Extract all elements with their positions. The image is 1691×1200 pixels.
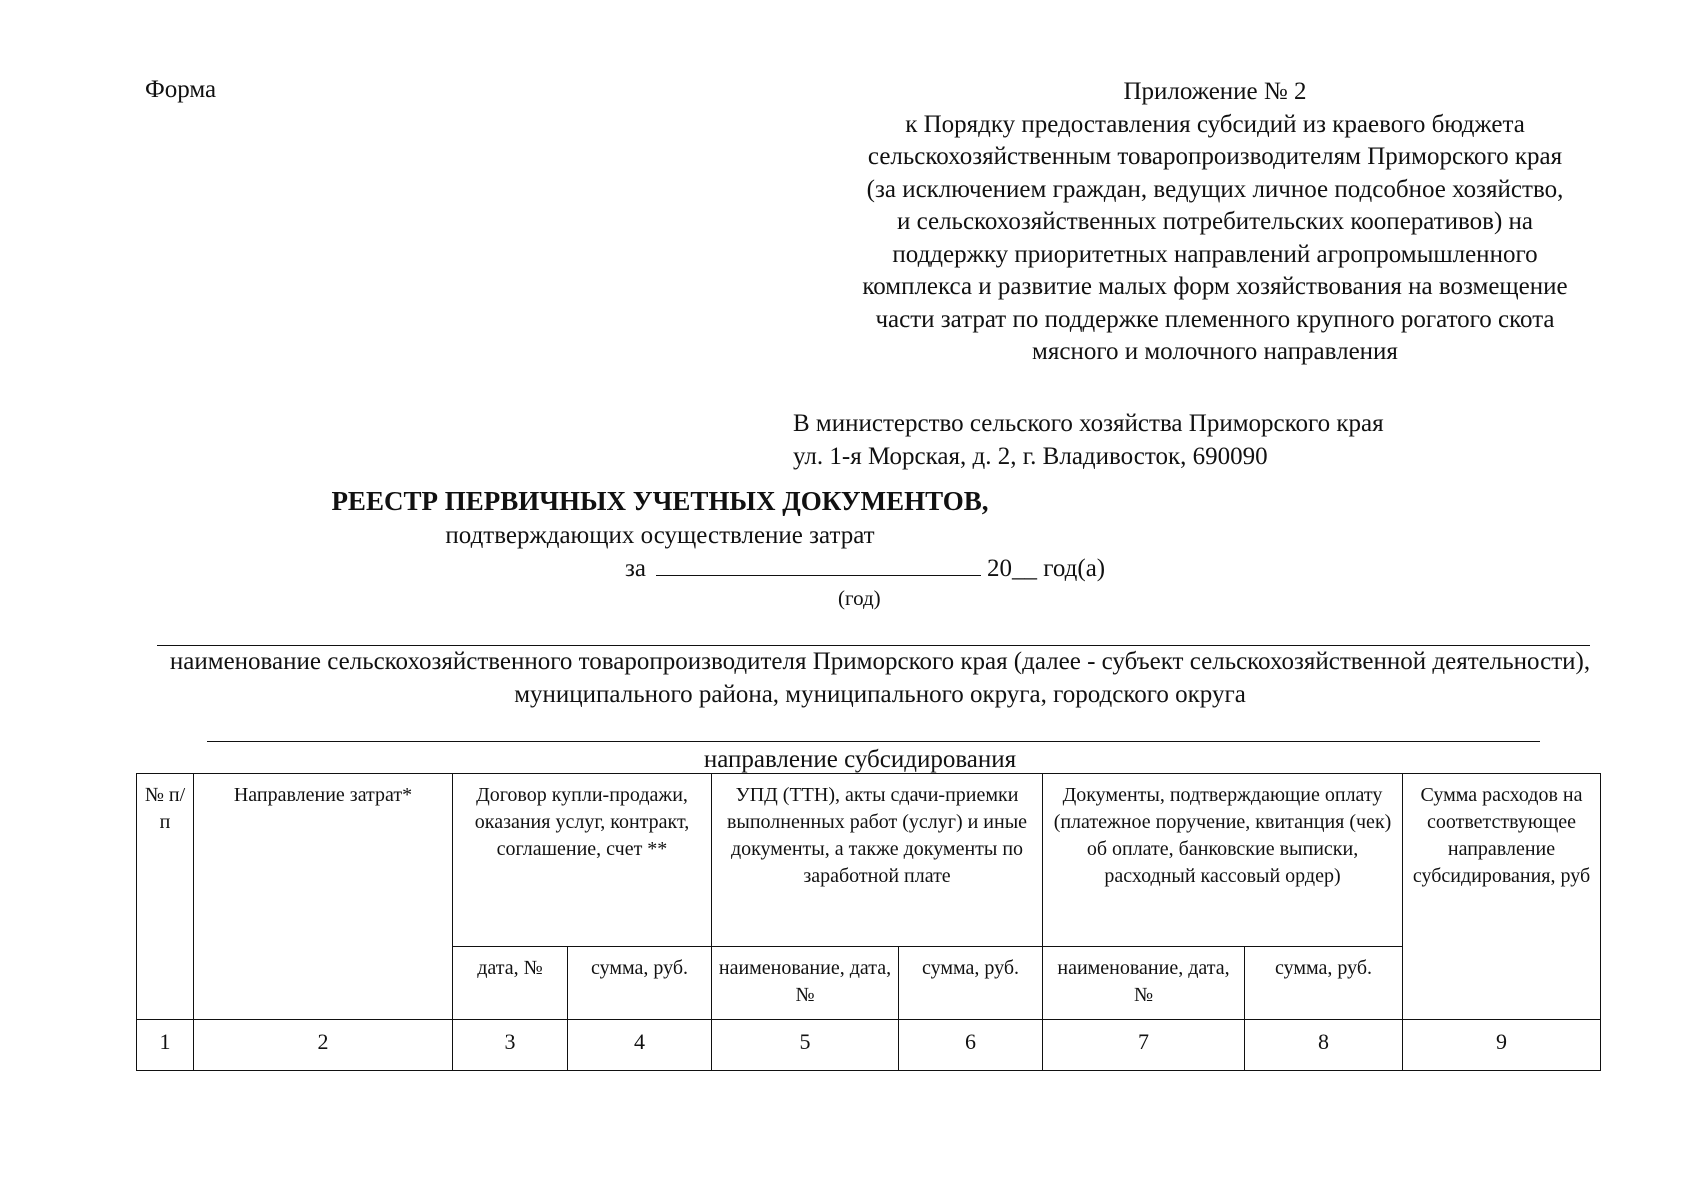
column-number: 3 bbox=[453, 1020, 568, 1071]
subheader-upd-name: наименование, дата, № bbox=[712, 947, 899, 1020]
registry-subtitle: подтверждающих осуществление затрат bbox=[445, 522, 875, 549]
form-label: Форма bbox=[145, 76, 217, 103]
header-upd: УПД (ТТН), акты сдачи-приемки выполненных работ (услуг) и иные документы, а также документы по заработной плате bbox=[712, 774, 1043, 947]
column-number: 6 bbox=[899, 1020, 1043, 1071]
header-payment: Документы, подтверждающие оплату (платежное поручение, квитанция (чек) об оплате, банковские выписки, расходный кассовый ордер) bbox=[1043, 774, 1403, 947]
header-sum-total: Сумма расходов на соответствующее направление субсидирования, руб bbox=[1403, 774, 1601, 1020]
period-year: 20__ год(а) bbox=[986, 555, 1106, 582]
subheader-contract-date: дата, № bbox=[453, 947, 568, 1020]
registry-table bbox=[136, 773, 1601, 1071]
appendix-line: (за исключением граждан, ведущих личное подсобное хозяйство, bbox=[866, 175, 1564, 203]
producer-caption: наименование сельскохозяйственного товаропроизводителя Приморского края (далее - субъект сельскохозяйственной деятельности), муниципального района, муниципального округа, городского округа bbox=[169, 648, 1591, 708]
appendix-line: Приложение № 2 bbox=[1123, 78, 1307, 105]
column-number: 1 bbox=[137, 1020, 194, 1071]
subheader-payment-sum: сумма, руб. bbox=[1245, 947, 1403, 1020]
appendix-line: и сельскохозяйственных потребительских кооперативов) на bbox=[896, 208, 1534, 235]
appendix-line: мясного и молочного направления bbox=[1032, 338, 1398, 365]
column-number-row bbox=[137, 1020, 1601, 1071]
appendix-line: части затрат по поддержке племенного крупного рогатого скота bbox=[875, 305, 1555, 333]
table-header-row bbox=[137, 774, 1601, 947]
column-number: 9 bbox=[1403, 1020, 1601, 1071]
registry-title: РЕЕСТР ПЕРВИЧНЫХ УЧЕТНЫХ ДОКУМЕНТОВ, bbox=[331, 486, 989, 516]
subheader-payment-name: наименование, дата, № bbox=[1043, 947, 1245, 1020]
column-number: 4 bbox=[568, 1020, 712, 1071]
column-number: 8 bbox=[1245, 1020, 1403, 1071]
header-direction: Направление затрат* bbox=[194, 774, 453, 1020]
appendix-line: к Порядку предоставления субсидий из краевого бюджета bbox=[905, 110, 1525, 138]
column-number: 7 bbox=[1043, 1020, 1245, 1071]
addressee-block bbox=[793, 407, 1384, 473]
subheader-upd-sum: сумма, руб. bbox=[899, 947, 1043, 1020]
appendix-line: сельскохозяйственным товаропроизводителям Приморского края bbox=[867, 143, 1563, 170]
header-num: № п/п bbox=[137, 774, 194, 1020]
addressee-line: ул. 1-я Морская, д. 2, г. Владивосток, 690090 bbox=[793, 443, 1268, 470]
addressee-line: В министерство сельского хозяйства Приморского края bbox=[793, 410, 1384, 437]
appendix-note bbox=[780, 76, 1650, 369]
direction-blank-line[interactable] bbox=[207, 741, 1540, 742]
appendix-line: поддержку приоритетных направлений агропромышленного bbox=[892, 240, 1538, 268]
column-number: 2 bbox=[194, 1020, 453, 1071]
period-blank-field[interactable] bbox=[656, 553, 981, 576]
period-prefix: за bbox=[625, 555, 646, 582]
header-contract: Договор купли-продажи, оказания услуг, контракт, соглашение, счет ** bbox=[453, 774, 712, 947]
subheader-contract-sum: сумма, руб. bbox=[568, 947, 712, 1020]
period-line bbox=[625, 553, 1105, 583]
appendix-line: комплекса и развитие малых форм хозяйствования на возмещение bbox=[862, 273, 1568, 300]
direction-caption: направление субсидирования bbox=[703, 746, 1017, 773]
period-hint: (год) bbox=[838, 586, 881, 610]
column-number: 5 bbox=[712, 1020, 899, 1071]
